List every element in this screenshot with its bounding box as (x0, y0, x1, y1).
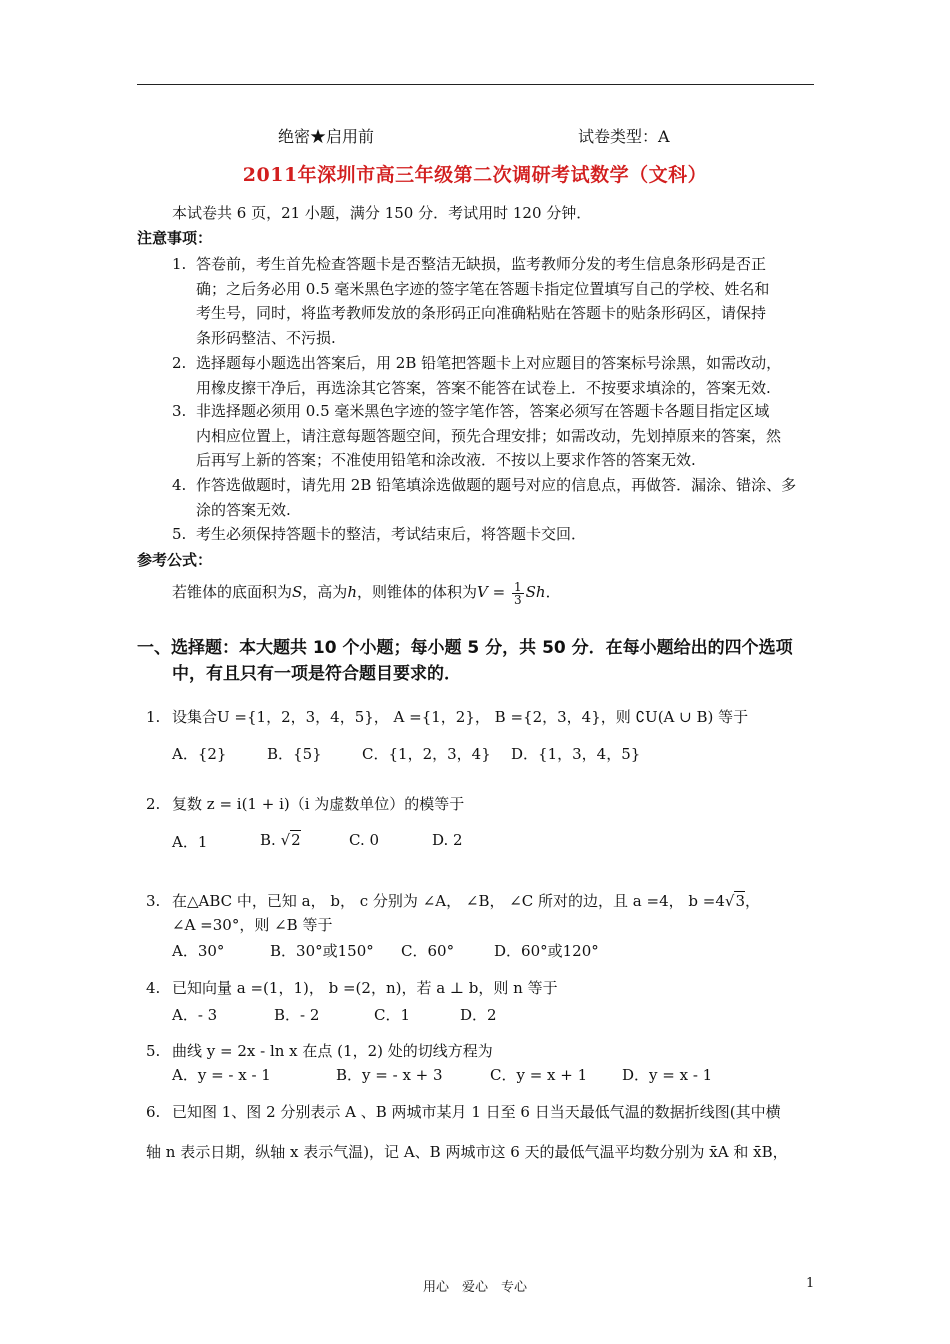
q5-option-b: B．y = - x + 3 (336, 1066, 443, 1084)
q3-stem-line2: ∠A =30°，则 ∠B 等于 (172, 916, 333, 934)
q3-stem-sqrt: 3 (735, 892, 745, 910)
notice-heading: 注意事项： (137, 229, 213, 247)
notice-item (172, 351, 814, 400)
q3-option-d: D．60°或120° (494, 942, 599, 960)
q1-option-b: B．{5} (267, 745, 322, 763)
q2-number: 2. (146, 795, 161, 813)
q2-stem: 复数 z = i(1 + i)（i 为虚数单位）的模等于 (172, 795, 465, 813)
formula-eq: = (492, 583, 506, 601)
header-rule (137, 84, 814, 85)
q5-option-d: D．y = x - 1 (622, 1066, 713, 1084)
formula-text-mid2: ，则锥体的体积为 (356, 583, 477, 601)
q1-option-d: D．{1，3，4，5} (511, 745, 641, 763)
q3-stem-line1: 在△ABC 中，已知 a， b， c 分别为 ∠A， ∠B， ∠C 所对的边，且 a =4， b =4√3， (172, 892, 761, 910)
notice-item-text: 作答选做题时，请先用 2B 铅笔填涂选做题的题号对应的信息点，再做答．漏涂、错涂、多 (196, 476, 797, 494)
q3-option-b: B．30°或150° (270, 942, 374, 960)
notice-item-number: 4. (172, 476, 187, 494)
notice-item-text: 答卷前，考生首先检查答题卡是否整洁无缺损，监考教师分发的考生信息条形码是否正 (196, 255, 767, 273)
paper-type-label: 试卷类型：A (578, 127, 670, 146)
q6-line2: 轴 n 表示日期，纵轴 x 表示气温)，记 A、B 两城市这 6 天的最低气温平均数分别为 x̄A 和 x̄B， (146, 1143, 788, 1161)
notice-item-continuation: 后再写上新的答案；不准使用铅笔和涂改液．不按以上要求作答的答案无效. (196, 451, 696, 469)
notice-item-text: 考生必须保持答题卡的整洁，考试结束后，将答题卡交回． (196, 525, 587, 543)
q3-number: 3. (146, 892, 161, 910)
q4-number: 4. (146, 979, 161, 997)
formula-s: S (292, 583, 303, 601)
q6-line1: 已知图 1、图 2 分别表示 A 、B 两城市某月 1 日至 6 日当天最低气温的数据折线图(其中横 (172, 1103, 781, 1121)
q3-stem-line1-post: ， (745, 892, 761, 910)
q5-option-a: A．y = - x - 1 (172, 1066, 271, 1084)
q2-option-c: C. 0 (349, 831, 380, 849)
section1-line2: 中，有且只有一项是符合题目要求的． (172, 664, 461, 684)
q2-option-b: B. √2 (260, 831, 301, 849)
q4-option-a: A．- 3 (172, 1006, 218, 1024)
notice-item-continuation: 用橡皮擦干净后，再选涂其它答案，答案不能答在试卷上．不按要求填涂的，答案无效. (196, 378, 771, 397)
q1-stem: 设集合U ={1，2，3，4，5}， A ={1，2}， B ={2，3，4}，则 ∁U(A ∪ B) 等于 (172, 708, 749, 726)
q4-option-c: C．1 (374, 1006, 411, 1024)
notice-item (172, 399, 814, 473)
notice-item (172, 252, 814, 350)
formula-end: ． (545, 583, 561, 601)
formula-h: h (347, 583, 357, 601)
q2-option-a: A．1 (172, 833, 208, 851)
q5-stem: 曲线 y = 2x - ln x 在点 (1，2) 处的切线方程为 (172, 1042, 493, 1060)
notice-item-number: 1. (172, 255, 187, 273)
q4-option-d: D．2 (460, 1006, 497, 1024)
q5-number: 5. (146, 1042, 161, 1060)
q2-option-b-label: B. (260, 831, 276, 849)
notice-item-continuation: 内相应位置上，请注意每题答题空间，预先合理安排；如需改动，先划掉原来的答案，然 (196, 426, 782, 445)
page-number: 1 (806, 1276, 815, 1291)
formula-fraction (512, 581, 524, 606)
q1-option-a: A．{2} (172, 745, 227, 763)
page-title: 2011年深圳市高三年级第二次调研考试数学（文科） (242, 164, 708, 186)
section1-line1: 一、选择题：本大题共 10 个小题；每小题 5 分，共 50 分．在每小题给出的四个选项 (137, 638, 793, 658)
intro-text: 本试卷共 6 页，21 小题，满分 150 分．考试用时 120 分钟． (172, 204, 592, 222)
footer-motto: 用心 爱心 专心 (422, 1280, 527, 1295)
notice-item (172, 522, 814, 547)
notice-item-text: 非选择题必须用 0.5 毫米黑色字迹的签字笔作答，答案必须写在答题卡各题目指定区域 (196, 402, 770, 420)
notice-item-continuation: 确；之后务必用 0.5 毫米黑色字迹的签字笔在答题卡指定位置填写自己的学校、姓名和 (196, 279, 770, 298)
fraction-numerator: 1 (513, 579, 522, 594)
formula-v: V (477, 583, 488, 601)
formula-text-mid1: ，高为 (302, 583, 348, 601)
secret-label: 绝密★启用前 (278, 127, 375, 146)
q6-number: 6. (146, 1103, 161, 1121)
q4-option-b: B．- 2 (274, 1006, 320, 1024)
notice-item-number: 5. (172, 525, 187, 543)
notice-item-number: 3. (172, 402, 187, 420)
formula-sh: Sh (525, 583, 546, 601)
q3-option-c: C．60° (401, 942, 455, 960)
q1-option-c: C．{1，2，3，4} (362, 745, 491, 763)
notice-item-number: 2. (172, 354, 187, 372)
fraction-denominator: 3 (513, 592, 522, 607)
notice-item-continuation: 条形码整洁、不污损. (196, 328, 336, 347)
q3-option-a: A．30° (172, 942, 225, 960)
notice-item-continuation: 涂的答案无效. (196, 500, 291, 519)
formula-heading: 参考公式： (137, 551, 213, 569)
q5-option-c: C．y = x + 1 (490, 1066, 588, 1084)
formula-line (172, 580, 561, 606)
notice-item-continuation: 考生号，同时，将监考教师发放的条形码正向准确粘贴在答题卡的贴条形码区，请保持 (196, 304, 767, 322)
q4-stem: 已知向量 a =(1，1)， b =(2，n)，若 a ⊥ b，则 n 等于 (172, 979, 558, 997)
formula-text-pre: 若锥体的底面积为 (172, 583, 293, 601)
notice-item-text: 选择题每小题选出答案后，用 2B 铅笔把答题卡上对应题目的答案标号涂黑，如需改动， (196, 354, 782, 372)
notice-item (172, 473, 814, 522)
q2-option-d: D. 2 (432, 831, 463, 849)
q2-option-b-value: 2 (291, 831, 301, 849)
q1-number: 1. (146, 708, 161, 726)
q3-stem-line1-pre: 在△ABC 中，已知 a， b， c 分别为 ∠A， ∠B， ∠C 所对的边，且 a =4， b =4 (172, 892, 725, 910)
